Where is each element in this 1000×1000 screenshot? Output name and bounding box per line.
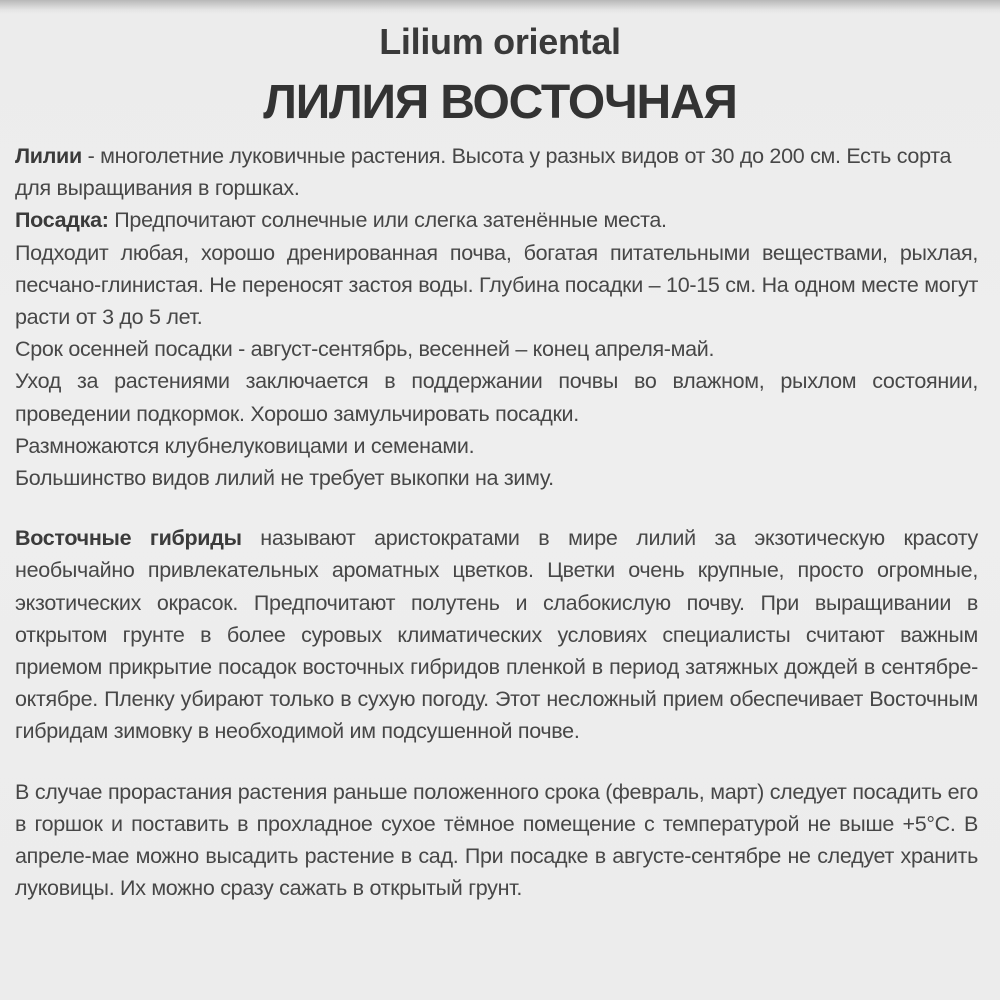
planting-term: Посадка: [15, 208, 109, 233]
soil-paragraph: Подходит любая, хорошо дренированная почва, богатая питательными веществами, рыхлая, песчано-глинистая. Не переносят застоя воды. Глубина посадки – 10-15 см. На одном месте могут расти от 3 до 5 лет. [15, 240, 978, 330]
intro-paragraph [15, 140, 978, 204]
hybrids-term: Восточные гибриды [15, 526, 242, 551]
planting-paragraph [15, 204, 978, 236]
main-title: ЛИЛИЯ ВОСТОЧНАЯ [263, 76, 737, 129]
timing-paragraph: Срок осенней посадки - август-сентябрь, весенней – конец апреля-май. [15, 337, 715, 362]
intro-text: - многолетние луковичные растения. Высота у разных видов от 30 до 200 см. Есть сорта для выращивания в горшках. [15, 144, 952, 201]
winter-paragraph: Большинство видов лилий не требует выкопки на зиму. [15, 466, 554, 491]
intro-term: Лилии [15, 144, 82, 168]
early-sprouting-paragraph: В случае прорастания растения раньше положенного срока (февраль, март) следует посадить его в горшок и поставить в прохладное сухое тёмное помещение с температурой не выше +5°С. В апреле-мае можно высадить растение в сад. При посадке в августе-сентябре не следует хранить луковицы. Их можно сразу сажать в открытый грунт. [15, 779, 978, 901]
hybrids-paragraph [15, 522, 978, 747]
top-edge-shadow [0, 0, 1000, 14]
propagation-paragraph: Размножаются клубнелуковицами и семенами. [15, 433, 475, 458]
latin-title: Lilium oriental [379, 21, 621, 62]
planting-text: Предпочитают солнечные или слегка затенённые места. [108, 208, 667, 233]
care-paragraph: Уход за растениями заключается в поддержании почвы во влажном, рыхлом состоянии, проведении подкормок. Хорошо замульчировать посадки. [15, 369, 978, 426]
description-body [15, 140, 978, 904]
hybrids-text: называют аристократами в мире лилий за экзотическую красоту необычайно привлекательных ароматных цветков. Цветки очень крупные, просто огромные, экзотических окрасок. Предпочитают полутень и слабокислую почву. При выращивании в открытом грунте в более суровых климатических условиях специалисты считают важным приемом прикрытие посадок восточных гибридов пленкой в период затяжных дождей в сентябре-октябре. Пленку убирают только в сухую погоду. Этот несложный прием обеспечивает Восточным гибридам зимовку в необходимой им подсушенной почве. [15, 526, 978, 744]
